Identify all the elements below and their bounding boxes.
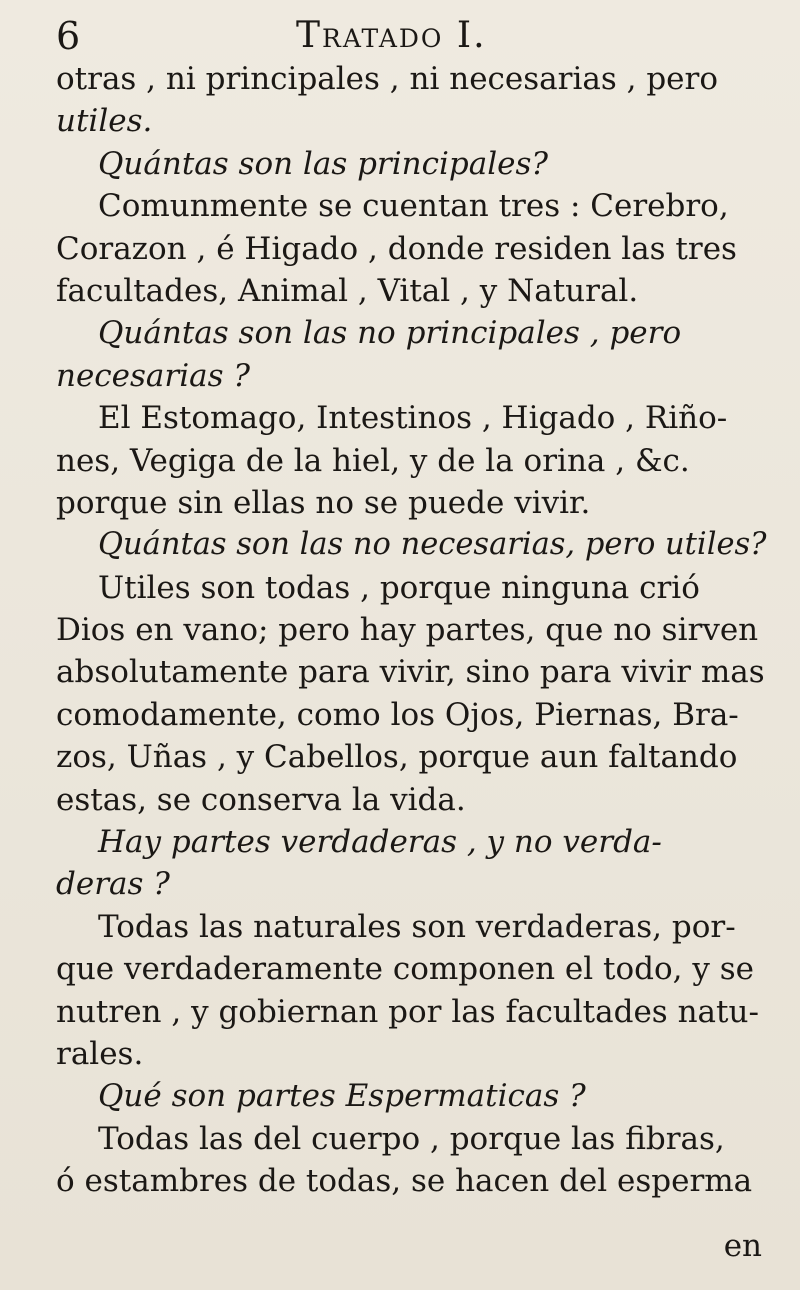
text-line: facultades, Animal , Vital , y Natural. [56,272,639,309]
text-line: nutren , y gobiernan por las facultades natu- [56,993,759,1030]
text-line: utiles. [56,103,153,140]
page-number: 6 [56,14,81,58]
answer-line: Todas las naturales son verdaderas, por- [98,908,736,945]
text-line: rales. [56,1035,144,1072]
body-text [56,58,768,1203]
text-line: otras , ni principales , ni necesarias , pero [56,61,719,97]
text-line: nes, Vegiga de la hiel, y de la orina , &c. [56,442,690,479]
question-line: Quántas son las no principales , pero [98,315,682,352]
page-header [56,14,746,60]
text-line: comodamente, como los Ojos, Piernas, Bra- [56,696,739,733]
text-line: porque sin ellas no se puede vivir. [56,484,591,521]
answer-line: Utiles son todas , porque ninguna crió [98,569,700,606]
question-line: necesarias ? [56,357,251,394]
question-line: Hay partes verdaderas , y no verda- [98,824,662,861]
text-line: Corazon , é Higado , donde residen las tres [56,230,737,267]
question-line: Quántas son las no necesarias, pero utiles? [98,527,767,563]
answer-line: Comunmente se cuentan tres : Cerebro, [98,188,729,225]
text-line: ó estambres de todas, se hacen del esperma [56,1163,753,1200]
answer-line: El Estomago, Intestinos , Higado , Riño- [98,400,728,437]
answer-line: Todas las del cuerpo , porque las fibras, [98,1120,725,1157]
question-line: Qué son partes Espermaticas ? [98,1078,586,1115]
question-line: deras ? [56,866,170,903]
text-line: absolutamente para vivir, sino para vivir mas [56,654,765,691]
catchword: en [723,1228,762,1264]
question-line: Quántas son las principales? [98,145,549,182]
text-line: Dios en vano; pero hay partes, que no sirven [56,612,759,649]
text-line: zos, Uñas , y Cabellos, porque aun faltando [56,739,738,776]
running-title: Tratado I. [296,15,487,56]
text-line: que verdaderamente componen el todo, y se [56,951,754,988]
text-line: estas, se conserva la vida. [56,781,466,818]
